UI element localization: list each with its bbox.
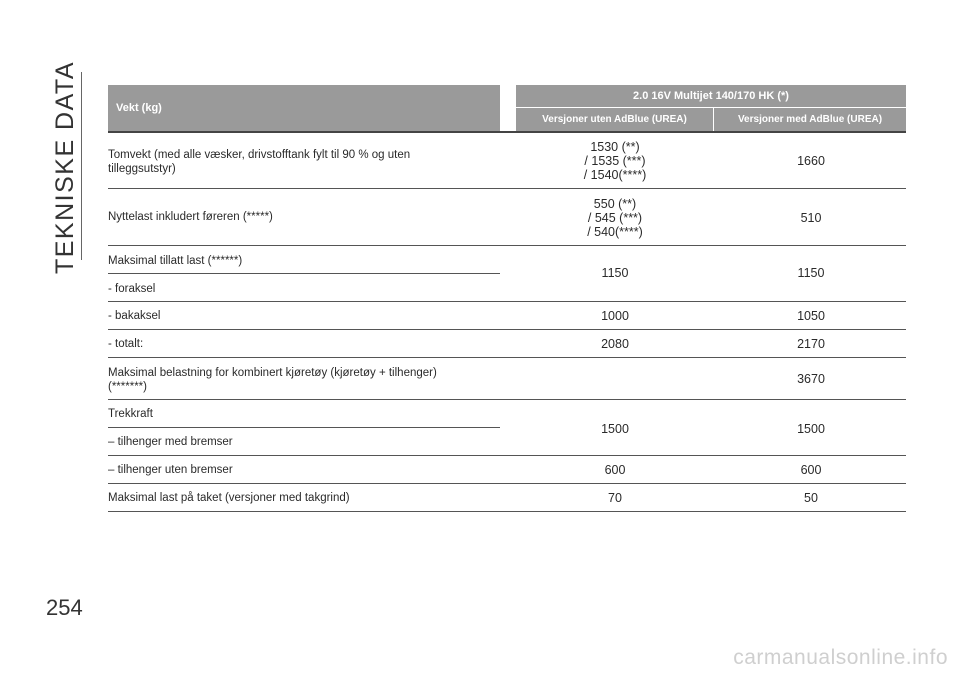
row-label-maks-last: Maksimal tillatt last (******) [108,255,243,267]
header-with-adblue: Versjoner med AdBlue (UREA) [714,108,906,131]
value-bakaksel-without: 1000 [601,309,629,323]
row-divider [108,273,500,274]
row-divider [108,483,906,484]
row-label-totalt: - totalt: [108,338,144,350]
row-label-taklast: Maksimal last på taket (versjoner med takgrind) [108,492,350,504]
value-uten-bremser-with: 600 [800,463,822,477]
value-foraksel-with: 1150 [797,266,825,280]
page-number: 254 [46,595,83,620]
row-divider [108,427,500,428]
row-label-nyttelast: Nyttelast inkludert føreren (*****) [108,211,273,223]
row-label-kombinert [108,366,488,394]
row-label-bakaksel: - bakaksel [108,310,161,322]
label-line: Maksimal belastning for kombinert kjøretøy (kjøretøy + tilhenger) [108,367,437,379]
value-taklast-with: 50 [804,491,818,505]
label-line: (*******) [108,381,147,393]
row-divider [108,455,906,456]
header-divider [108,131,906,133]
value-line: 1530 (**) [590,140,640,154]
row-divider [108,399,906,400]
value-foraksel-without: 1150 [601,266,629,280]
header-without-adblue: Versjoner uten AdBlue (UREA) [516,108,713,131]
value-line: 550 (**) [593,197,637,211]
row-label-trekkraft: Trekkraft [108,408,153,420]
chapter-title-text: TEKNISKE DATA [51,60,80,274]
watermark: carmanualsonline.info [733,646,948,669]
row-divider [108,511,906,512]
row-label-foraksel: - foraksel [108,283,156,295]
value-med-bremser-with: 1500 [797,422,825,436]
value-nyttelast-without [520,197,710,239]
row-label-med-bremser: – tilhenger med bremser [108,436,233,448]
row-divider [108,188,906,189]
header-weight: Vekt (kg) [108,85,500,131]
value-totalt-with: 2170 [797,337,825,351]
row-divider [108,357,906,358]
value-totalt-without: 2080 [601,337,629,351]
value-line: / 545 (***) [587,211,643,225]
row-label-tomvekt [108,148,488,176]
chapter-divider [81,72,82,260]
value-bakaksel-with: 1050 [797,309,825,323]
value-tomvekt-without [520,140,710,182]
value-taklast-without: 70 [608,491,622,505]
value-tomvekt-with: 1660 [797,154,825,168]
label-line: tilleggsutstyr) [108,163,176,175]
value-nyttelast-with: 510 [800,211,822,225]
value-line: / 540(****) [587,225,643,239]
row-divider [108,301,906,302]
chapter-title [46,60,86,274]
value-line: / 1540(****) [583,168,647,182]
header-engine: 2.0 16V Multijet 140/170 HK (*) [516,85,906,107]
value-med-bremser-without: 1500 [601,422,629,436]
value-uten-bremser-without: 600 [604,463,626,477]
label-line: Tomvekt (med alle væsker, drivstofftank fylt til 90 % og uten [108,149,411,161]
row-divider [108,245,906,246]
value-kombinert-with: 3670 [797,372,825,386]
value-line: / 1535 (***) [584,154,646,168]
row-label-uten-bremser: – tilhenger uten bremser [108,464,233,476]
row-divider [108,329,906,330]
